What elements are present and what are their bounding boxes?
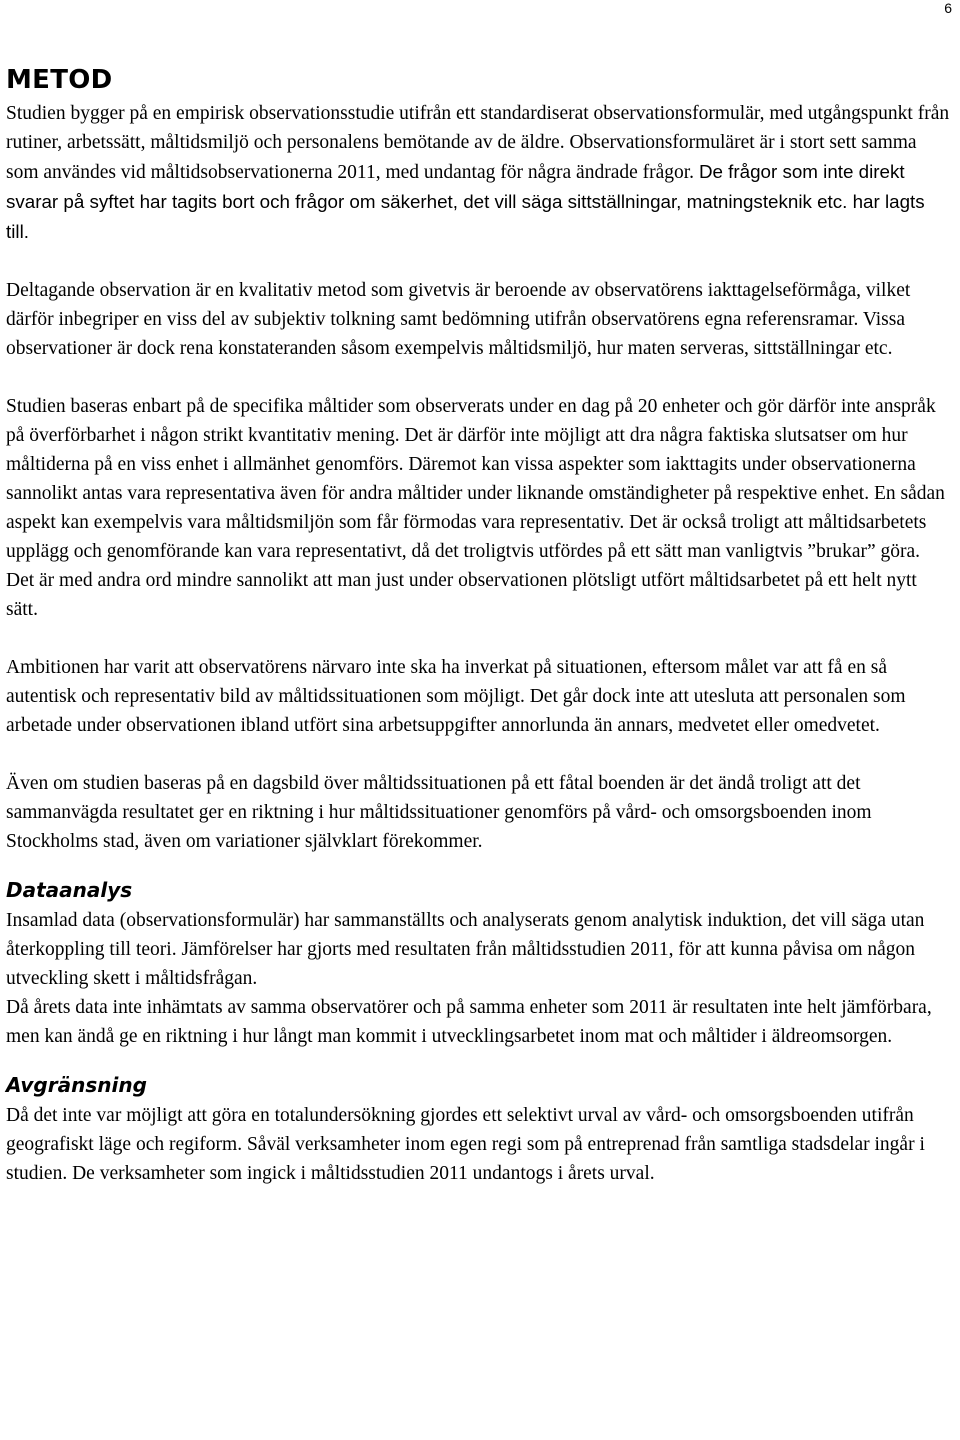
paragraph-dataanalys-1: Insamlad data (observationsformulär) har sammanställts och analyserats genom analytisk induktion, det vill säga utan återkoppling till teori. Jämförelser har gjorts med resultaten från måltidsstudien 2011, för att kunna påvisa om någon utveckling skett i måltidsfrågan. [6,910,925,989]
paragraph-metod-4: Ambitionen har varit att observatörens närvaro inte ska ha inverkat på situationen, eftersom målet var att få en så autentisk och representativ bild av måltidssituationen som möjligt. Det går dock inte att utesluta att personalen som arbetade under observationen ibland utfört sina arbetsuppgifter annorlunda än annars, medvetet eller omedvetet. [6,657,906,736]
section-heading-dataanalys: Dataanalys [6,878,133,902]
paragraph-spacer [6,740,950,769]
paragraph-spacer [6,363,950,392]
section-avgransning [6,1070,950,1188]
page-number: 6 [944,0,952,16]
paragraph-dataanalys-2: Då årets data inte inhämtats av samma observatörer och på samma enheter som 2011 är resultaten inte helt jämförbara, men kan ändå ge en riktning i hur långt man kommit i utvecklingsarbetet inom mat och måltider i äldreomsorgen. [6,997,932,1047]
document-body [6,62,950,1188]
section-metod [6,62,950,856]
paragraph-metod-1 [6,99,950,247]
paragraph-avgransning-1: Då det inte var möjligt att göra en totalundersökning gjordes ett selektivt urval av vård- och omsorgsboenden utifrån geografiskt läge och regiform. Såväl verksamheter inom egen regi som på entreprenad från samtliga stadsdelar ingår i studien. De verksamheter som ingick i måltidsstudien 2011 undantogs i årets urval. [6,1105,925,1184]
paragraph-metod-5: Även om studien baseras på en dagsbild över måltidssituationen på ett fåtal boenden är det ändå troligt att det sammanvägda resultatet ger en riktning i hur måltidssituationer genomförs på vård- och omsorgsboenden inom Stockholms stad, även om variationer självklart förekommer. [6,773,872,852]
section-heading-metod: METOD [6,65,113,95]
paragraph-metod-1-sans-text: De frågor som inte direkt svarar på syftet har tagits bort och frågor om säkerhet, det vill säga sittställningar, matningsteknik etc. har lagts till. [6,161,925,242]
section-spacer [6,856,950,875]
section-heading-avgransning: Avgränsning [6,1073,147,1097]
paragraph-spacer [6,624,950,653]
paragraph-spacer [6,247,950,276]
section-dataanalys [6,875,950,1051]
paragraph-metod-2: Deltagande observation är en kvalitativ metod som givetvis är beroende av observatörens iakttagelseförmåga, vilket därför inbegriper en viss del av subjektiv tolkning samt bedömning utifrån observatörens egna referensramar. Vissa observationer är dock rena konstateranden såsom exempelvis måltidsmiljö, hur maten serveras, sittställningar etc. [6,280,911,359]
paragraph-metod-3: Studien baseras enbart på de specifika måltider som observerats under en dag på 20 enheter och gör därför inte anspråk på överförbarhet i någon strikt kvantitativ mening. Det är därför inte möjligt att dra några faktiska slutsatser om hur måltiderna på en viss enhet i allmänhet genomförs. Däremot kan vissa aspekter som iakttagits under observationerna sannolikt antas vara representativa även för andra måltider under liknande omständigheter på respektive enhet. En sådan aspekt kan exempelvis vara måltidsmiljön som får förmodas vara representativ. Det är också troligt att måltidsarbetets upplägg och genomförande kan vara representativt, då det troligtvis utfördes på ett sätt man vanligtvis ”brukar” göra. Det är med andra ord mindre sannolikt att man just under observationen plötsligt utfört måltidsarbetet på ett helt nytt sätt. [6,396,945,620]
section-spacer [6,1051,950,1070]
paragraph-metod-1-serif-text: Studien bygger på en empirisk observationsstudie utifrån ett standardiserat observationsformulär, med utgångspunkt från rutiner, arbetssätt, måltidsmiljö och personalens bemötande av de äldre. Observationsformuläret är i stort sett samma som användes vid måltidsobservationerna 2011, med undantag för några ändrade frågor. [6,103,950,183]
